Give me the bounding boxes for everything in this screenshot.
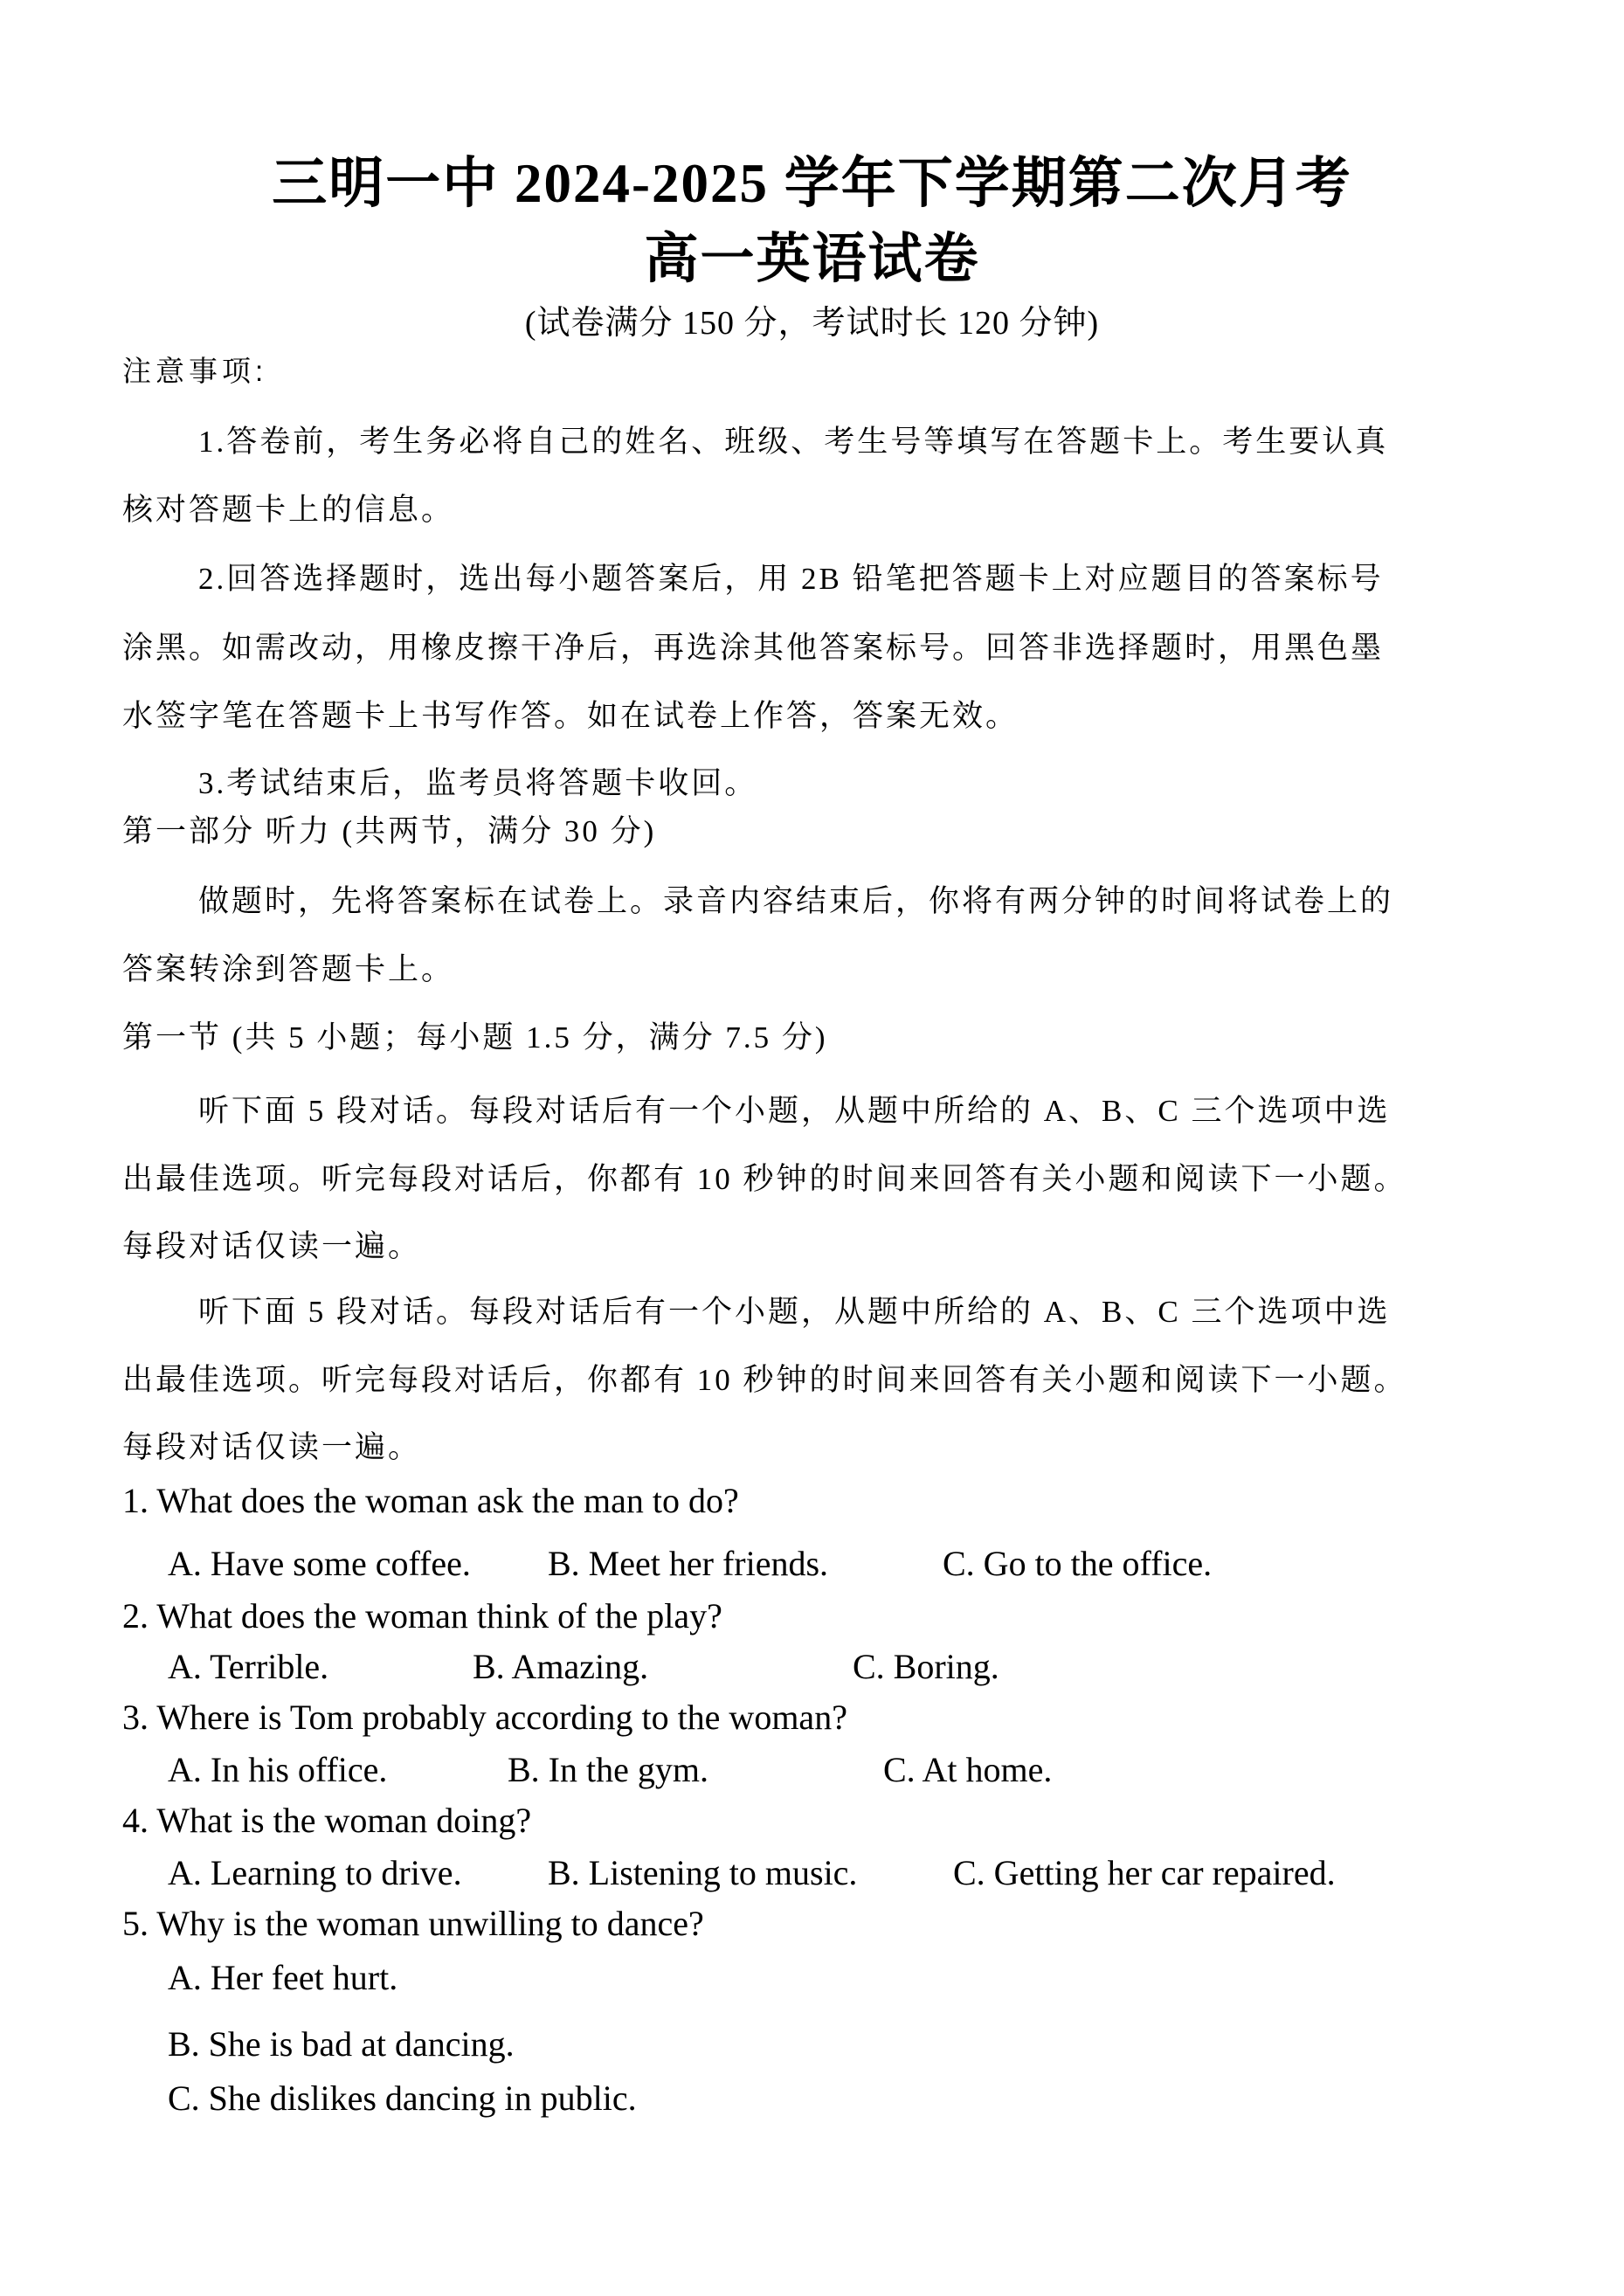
question-5-option-c: C. She dislikes dancing in public. <box>168 2078 637 2118</box>
part1-intro-line-1: 做题时，先将答案标在试卷上。录音内容结束后，你将有两分钟的时间将试卷上的 <box>198 884 1394 918</box>
part1-heading: 第一部分 听力 (共两节，满分 30 分) <box>122 814 657 848</box>
question-2-options <box>168 1647 999 1687</box>
question-3-text: 3. Where is Tom probably according to the woman? <box>122 1698 847 1737</box>
notice-1-line-2: 核对答题卡上的信息。 <box>122 493 455 527</box>
question-1-option-a: A. Have some coffee. <box>168 1544 471 1583</box>
section1-direction-line-1: 听下面 5 段对话。每段对话后有一个小题，从题中所给的 A、B、C 三个选项中选 <box>198 1094 1391 1128</box>
section1-direction-line-3: 每段对话仅读一遍。 <box>122 1229 422 1263</box>
question-4-options <box>168 1853 1336 1893</box>
exam-title: 三明一中 2024-2025 学年下学期第二次月考 <box>272 153 1352 214</box>
question-4-option-a: A. Learning to drive. <box>168 1853 462 1892</box>
section1-direction-repeat-line-1: 听下面 5 段对话。每段对话后有一个小题，从题中所给的 A、B、C 三个选项中选 <box>198 1295 1391 1329</box>
question-3-option-c: C. At home. <box>883 1750 1053 1789</box>
question-4-text: 4. What is the woman doing? <box>122 1801 532 1840</box>
question-5-text: 5. Why is the woman unwilling to dance? <box>122 1904 704 1943</box>
notice-1-line-1: 1.答卷前，考生务必将自己的姓名、班级、考生号等填写在答题卡上。考生要认真 <box>198 425 1389 459</box>
section1-direction-repeat-line-3: 每段对话仅读一遍。 <box>122 1430 422 1464</box>
question-1-options <box>168 1544 1212 1584</box>
notice-3: 3.考试结束后，监考员将答题卡收回。 <box>198 766 758 800</box>
question-3-options <box>168 1750 1052 1790</box>
exam-course-title: 高一英语试卷 <box>644 230 980 289</box>
question-5-option-b: B. She is bad at dancing. <box>168 2024 515 2064</box>
notice-2-line-1: 2.回答选择题时，选出每小题答案后，用 2B 铅笔把答题卡上对应题目的答案标号 <box>198 562 1384 596</box>
section1-heading: 第一节 (共 5 小题；每小题 1.5 分，满分 7.5 分) <box>122 1020 828 1055</box>
question-4-option-b: B. Listening to music. <box>548 1853 858 1892</box>
question-3-option-a: A. In his office. <box>168 1750 388 1789</box>
question-4-option-c: C. Getting her car repaired. <box>953 1853 1336 1892</box>
exam-meta-line: (试卷满分 150 分，考试时长 120 分钟) <box>524 305 1100 342</box>
question-1-option-b: B. Meet her friends. <box>548 1544 829 1583</box>
section1-direction-repeat-line-2: 出最佳选项。听完每段对话后，你都有 10 秒钟的时间来回答有关小题和阅读下一小题。 <box>122 1363 1407 1397</box>
question-2-option-a: A. Terrible. <box>168 1647 329 1686</box>
question-2-option-c: C. Boring. <box>853 1647 999 1686</box>
question-5-option-a: A. Her feet hurt. <box>168 1958 398 1997</box>
part1-intro-line-2: 答案转涂到答题卡上。 <box>122 952 455 986</box>
section1-direction-line-2: 出最佳选项。听完每段对话后，你都有 10 秒钟的时间来回答有关小题和阅读下一小题。 <box>122 1162 1407 1196</box>
question-3-option-b: B. In the gym. <box>508 1750 708 1789</box>
notice-heading: 注意事项: <box>122 355 268 387</box>
question-2-text: 2. What does the woman think of the play? <box>122 1596 722 1636</box>
question-2-option-b: B. Amazing. <box>473 1647 649 1686</box>
question-1-option-c: C. Go to the office. <box>943 1544 1213 1583</box>
notice-2-line-3: 水签字笔在答题卡上书写作答。如在试卷上作答，答案无效。 <box>122 699 1019 733</box>
notice-2-line-2: 涂黑。如需改动，用橡皮擦干净后，再选涂其他答案标号。回答非选择题时，用黑色墨 <box>122 631 1385 665</box>
question-1-text: 1. What does the woman ask the man to do? <box>122 1481 739 1520</box>
